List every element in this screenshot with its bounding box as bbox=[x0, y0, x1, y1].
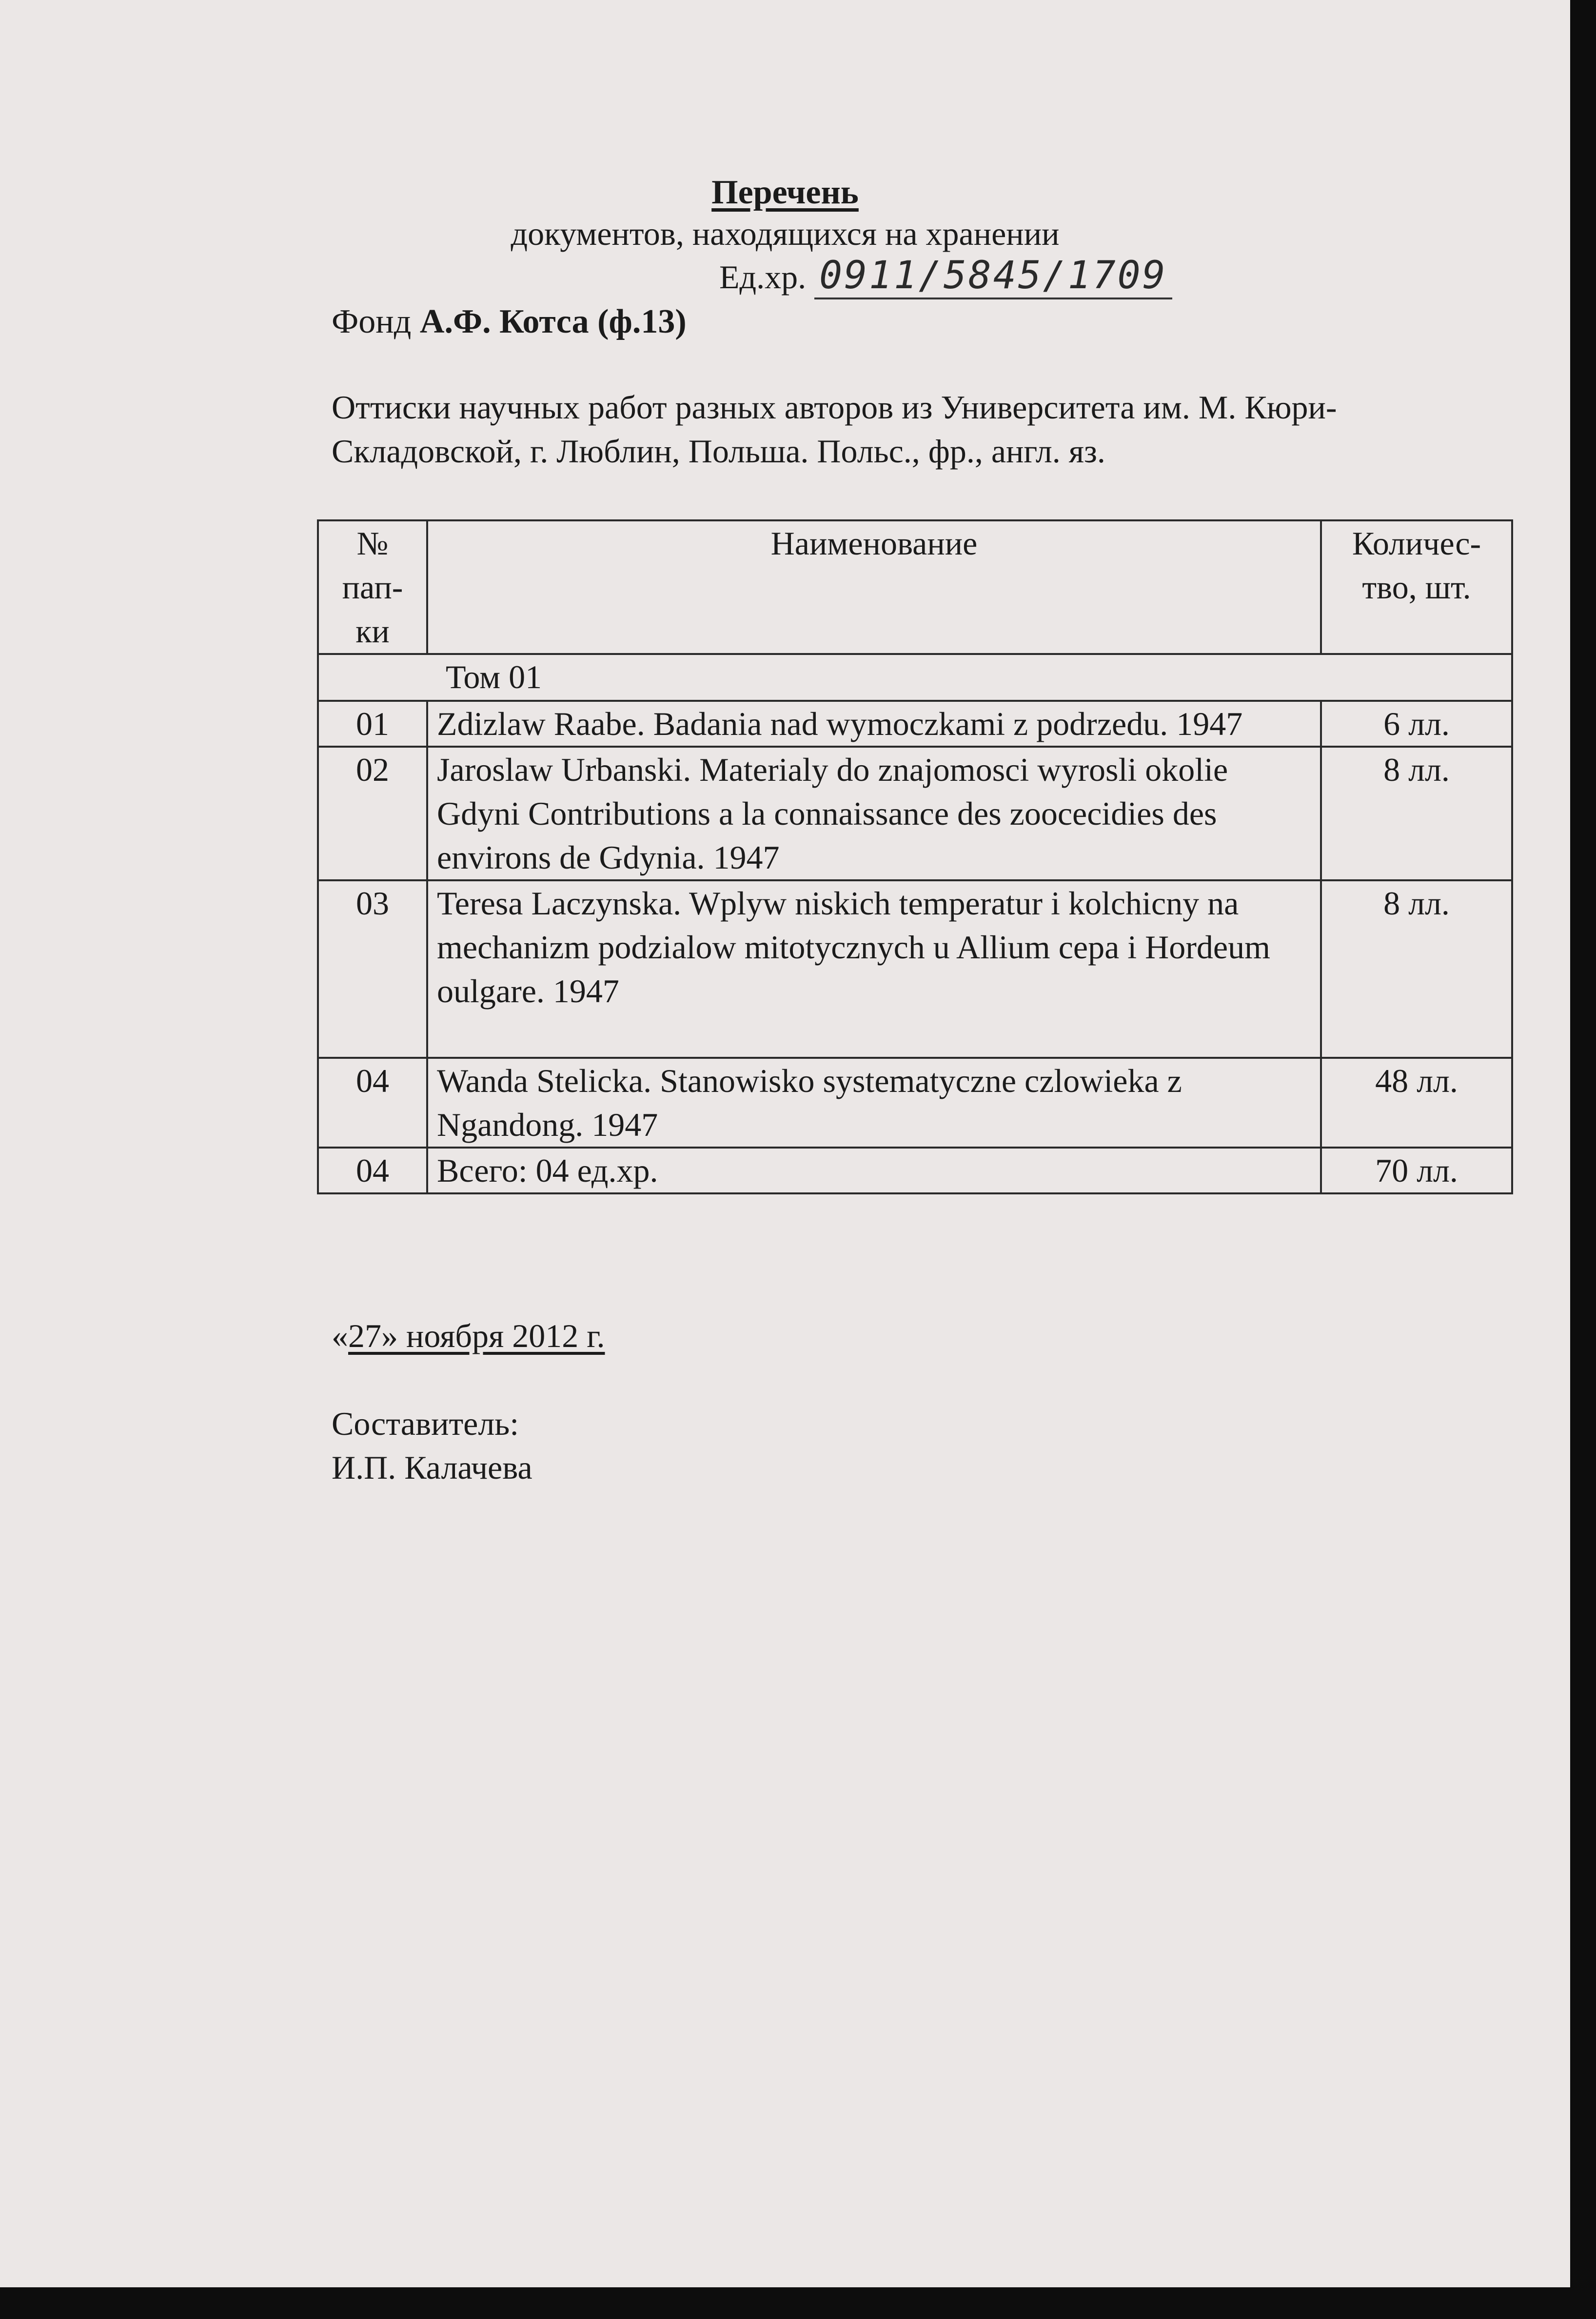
total-number: 04 bbox=[318, 1148, 427, 1193]
collection-description: Оттиски научных работ разных авторов из Университета им. М. Кюри-Складовской, г. Люблин, Польша. Польс., фр., англ. яз. bbox=[332, 389, 1337, 470]
document-subtitle: документов, находящихся на хранении bbox=[511, 215, 1060, 252]
document-date bbox=[332, 1317, 605, 1355]
row-name: Jaroslaw Urbanski. Materialy do znajomosci wyrosli okolie Gdyni Contributions a la connaissance des zoocecidies des environs de Gdynia. 1947 bbox=[427, 747, 1321, 880]
storage-unit-label: Ед.хр. bbox=[719, 258, 807, 296]
row-quantity: 48 лл. bbox=[1321, 1058, 1512, 1148]
header-quantity-line-2: тво, шт. bbox=[1362, 569, 1471, 606]
row-number: 02 bbox=[318, 747, 427, 880]
row-quantity: 8 лл. bbox=[1321, 747, 1512, 880]
storage-unit-line bbox=[719, 254, 1172, 299]
total-row bbox=[318, 1148, 1512, 1193]
header-number-line-3: ки bbox=[355, 613, 390, 650]
row-name: Zdizlaw Raabe. Badania nad wymoczkami z podrzedu. 1947 bbox=[427, 701, 1321, 747]
row-quantity: 6 лл. bbox=[1321, 701, 1512, 747]
row-quantity: 8 лл. bbox=[1321, 880, 1512, 1058]
header-number-line-2: пап- bbox=[342, 569, 403, 606]
table-row bbox=[318, 1058, 1512, 1148]
volume-row bbox=[318, 654, 1512, 701]
compiler-name: И.П. Калачева bbox=[332, 1449, 532, 1486]
date-text: 27» ноября 2012 г. bbox=[348, 1317, 605, 1354]
volume-label: Том 01 bbox=[318, 654, 1512, 701]
header-folder-number bbox=[318, 520, 427, 654]
table-row bbox=[318, 701, 1512, 747]
inventory-table bbox=[317, 519, 1513, 1194]
header-number-line-1: № bbox=[356, 525, 389, 562]
date-open-quote: « bbox=[332, 1317, 348, 1354]
total-name: Всего: 04 ед.хр. bbox=[427, 1148, 1321, 1193]
total-quantity: 70 лл. bbox=[1321, 1148, 1512, 1193]
row-number: 04 bbox=[318, 1058, 427, 1148]
fund-line bbox=[332, 302, 687, 341]
compiler-label: Составитель: bbox=[332, 1405, 519, 1442]
fund-name: А.Ф. Котса (ф.13) bbox=[419, 303, 687, 340]
row-name: Wanda Stelicka. Stanowisko systematyczne czlowieka z Ngandong. 1947 bbox=[427, 1058, 1321, 1148]
row-number: 03 bbox=[318, 880, 427, 1058]
fund-label: Фонд bbox=[332, 303, 412, 340]
table-row bbox=[318, 880, 1512, 1058]
table-row bbox=[318, 747, 1512, 880]
header-name: Наименование bbox=[427, 520, 1321, 654]
row-number: 01 bbox=[318, 701, 427, 747]
row-name: Teresa Laczynska. Wplyw niskich temperatur i kolchicny na mechanizm podzialow mitotycznych u Allium cepa i Hordeum oulgare. 1947 bbox=[427, 880, 1321, 1058]
table-header-row bbox=[318, 520, 1512, 654]
header-quantity bbox=[1321, 520, 1512, 654]
document-title: Перечень bbox=[711, 174, 859, 211]
header-quantity-line-1: Количес- bbox=[1352, 525, 1481, 562]
storage-unit-handwritten-number: 0911/5845/1709 bbox=[814, 254, 1172, 299]
